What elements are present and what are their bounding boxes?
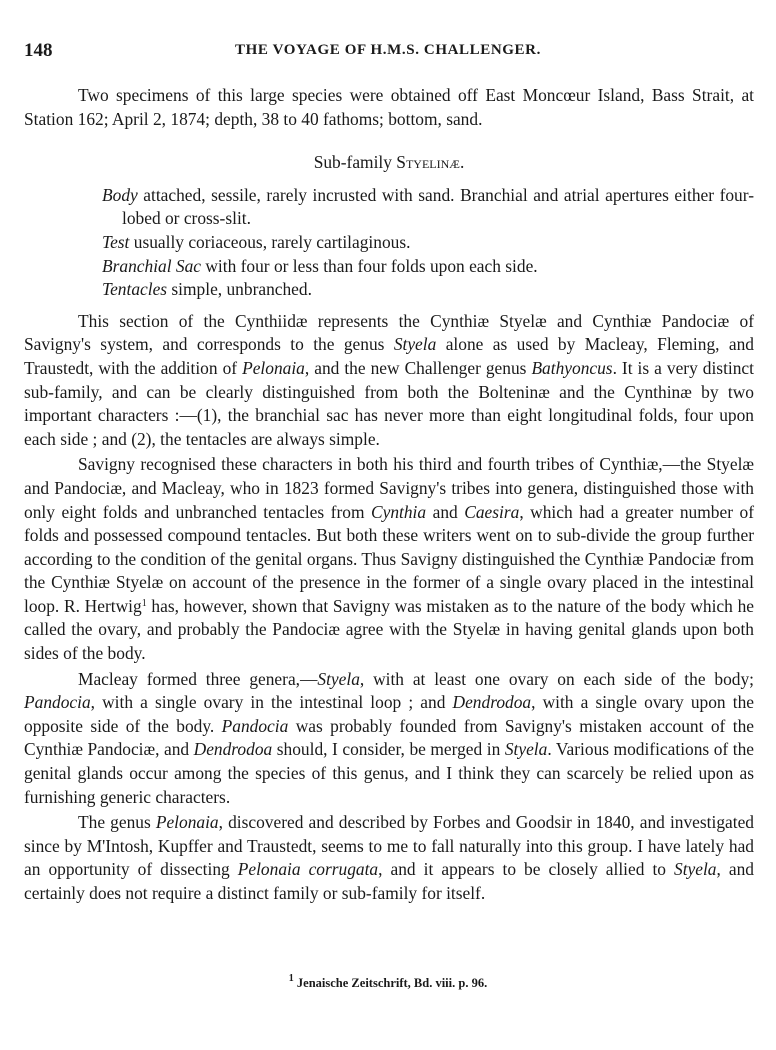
diagnosis-item-body <box>24 184 754 231</box>
italic-run: Pandocia <box>24 692 91 713</box>
text-run: , with a single ovary in the intestinal loop ; and <box>90 692 453 713</box>
italic-run: Dendrodoa <box>193 739 273 760</box>
italic-run: Caesira <box>464 501 520 522</box>
subfamily-heading <box>24 151 754 175</box>
text-run: Savigny recognised these characters in both his third and fourth tribes of Cynthiæ,—the Styelæ and Pandociæ, and Macleay, who in 1823 formed Savigny's tribes into genera, distinguished those with only eight folds and unbranched tentacles from <box>24 454 754 522</box>
body-text <box>24 84 754 906</box>
italic-run: Styela <box>393 334 437 355</box>
page-number: 148 <box>24 40 53 61</box>
italic-run: Pelonaia <box>155 812 219 833</box>
italic-run: Pelonaia corrugata <box>237 859 379 880</box>
paragraph-pelonaia <box>24 811 754 905</box>
text-run: , discovered and described by Forbes and Goodsir in 1840, and investigated since by M'Intosh, Kupffer and Traustedt, seems to me to fall naturally into this group. I have lately had an opportunity of dissecting <box>24 812 754 880</box>
text-run: has, however, shown that Savigny was mistaken as to the nature of the body which he called the ovary, and probably the Pandociæ agree with the Styelæ in having genital glands upon both sides of the body. <box>24 595 754 664</box>
italic-run: Styela <box>504 739 548 760</box>
intro-paragraph: Two specimens of this large species were obtained off East Moncœur Island, Bass Strait, at Station 162; April 2, 1874; depth, 38 to 40 fathoms; bottom, sand. <box>24 85 754 129</box>
text-run: , and it appears to be closely allied to <box>378 859 675 880</box>
diagnosis-list <box>24 184 754 302</box>
diagnosis-item-test <box>24 231 754 255</box>
text-run: , which had a greater number of folds and possessed compound tentacles. But both these writers went on to sub-divide the group further according to the condition of the genital organs. Thus Savigny distinguished the Cynthiæ Pandociæ from the Cynthiæ Styelæ on account of the presence in the former of a single ovary placed in the intestinal loop. R. Hertwig <box>24 501 754 616</box>
footnote-marker: 1 <box>288 973 294 984</box>
paragraph-savigny <box>24 453 754 665</box>
italic-run: Styela <box>674 859 717 880</box>
text-run: , and certainly does not require a distinct family or sub-family for itself. <box>24 859 755 903</box>
diagnosis-term: Tentacles <box>102 279 168 300</box>
italic-run: Pelonaia <box>242 357 305 378</box>
text-run: . It is a very distinct sub-family, and can be clearly distinguished from both the Bolteninæ and the Cynthinæ by two important characters :—(1), the branchial sac has never more than eight longitudinal folds, four upon each side ; and (2), the tentacles are always simple. <box>24 357 754 449</box>
diagnosis-item-branchial-sac <box>24 255 754 279</box>
running-title: THE VOYAGE OF H.M.S. CHALLENGER. <box>235 42 541 58</box>
italic-run: Bathyoncus <box>531 357 613 378</box>
text-run: . Various modifications of the genital glands occur among the species of this genus, and I think they can scarcely be relied upon as furnishing generic characters. <box>24 739 754 807</box>
italic-run: Styela <box>317 668 360 689</box>
paragraph-cynthiidae <box>24 310 754 452</box>
subfamily-name: Styelinæ. <box>396 152 465 173</box>
subfamily-prefix: Sub-family <box>313 152 397 173</box>
text-run: This section of the Cynthiidæ represents the Cynthiæ Styelæ and Cynthiæ Pandociæ of Savigny's system, and corresponds to the genus <box>24 310 754 355</box>
diagnosis-term: Branchial Sac <box>102 255 202 276</box>
italic-run: Cynthia <box>371 501 427 522</box>
text-run: should, I consider, be merged in <box>272 739 505 760</box>
page-header <box>24 40 752 64</box>
footnote-text: Jenaische Zeitschrift, Bd. viii. p. 96. <box>293 976 488 990</box>
text-run: Macleay formed three genera,— <box>78 668 318 689</box>
text-run: , with a single ovary upon the opposite side of the body. <box>24 692 754 736</box>
text-run: alone as used by Macleay, Fleming, and Traustedt, with the addition of <box>24 334 754 378</box>
footnote <box>0 973 776 991</box>
diagnosis-term: Body <box>102 184 138 205</box>
diagnosis-item-tentacles <box>24 278 754 302</box>
text-run: The genus <box>78 812 156 833</box>
italic-run: Dendrodoa <box>452 692 532 713</box>
paragraph-macleay <box>24 668 754 810</box>
diagnosis-text: with four or less than four folds upon each side. <box>201 255 538 276</box>
diagnosis-term: Test <box>102 231 130 252</box>
text-run: , with at least one ovary on each side of the body; <box>359 668 754 689</box>
text-run: , and the new Challenger genus <box>304 357 532 378</box>
text-run: and <box>426 501 465 522</box>
diagnosis-text: usually coriaceous, rarely cartilaginous. <box>129 231 411 252</box>
text-run: was probably founded from Savigny's mistaken account of the Cynthiæ Pandociæ, and <box>24 715 754 760</box>
footnote-reference[interactable]: 1 <box>141 597 147 609</box>
diagnosis-text: attached, sessile, rarely incrusted with sand. Branchial and atrial apertures either four-lobed or cross-slit. <box>122 184 754 229</box>
diagnosis-text: simple, unbranched. <box>167 279 312 300</box>
italic-run: Pandocia <box>221 715 289 736</box>
